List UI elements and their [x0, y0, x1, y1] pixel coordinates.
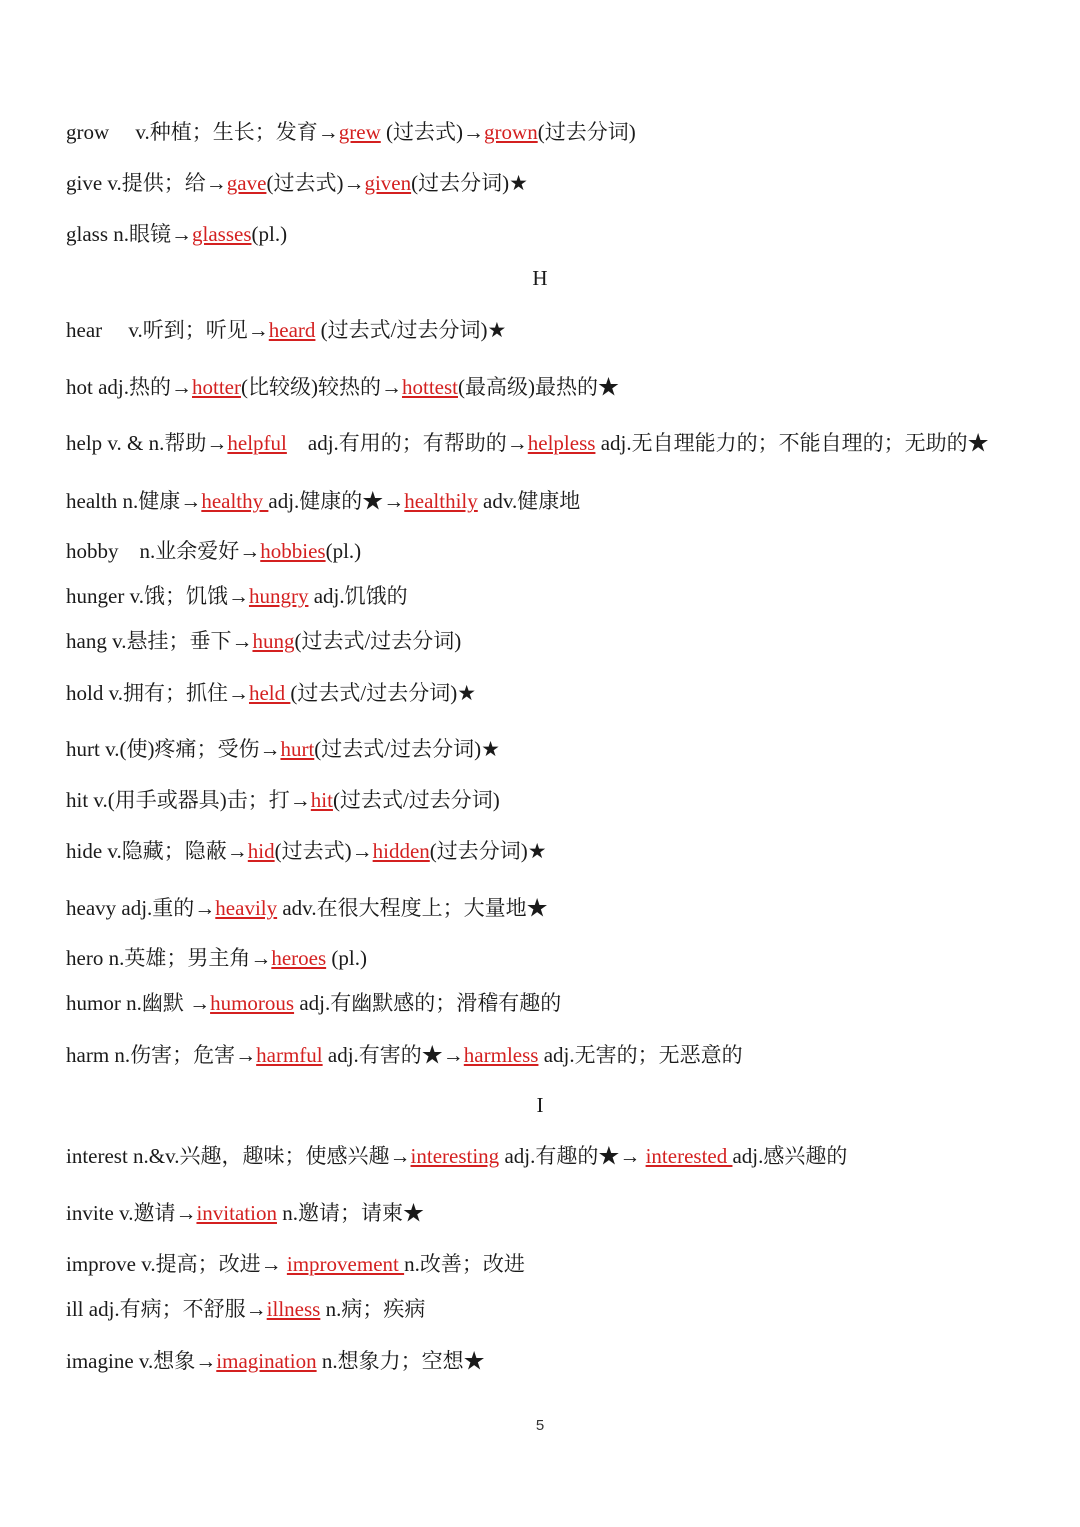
vocab-entry-hobby [66, 536, 1040, 566]
word-form-answer: hidden [372, 839, 430, 863]
word-form-answer: imagination [216, 1349, 317, 1373]
entry-text: adj.无自理能力的；不能自理的；无助的★ [595, 431, 989, 455]
entry-text: invite v.邀请→ [66, 1201, 197, 1225]
entry-text: adv.健康地 [477, 489, 581, 513]
word-form-answer: invitation [196, 1201, 277, 1225]
entry-text: n.病；疾病 [320, 1297, 426, 1321]
vocab-entry-interest [66, 1141, 1040, 1171]
entry-text: hero n.英雄；男主角→ [66, 946, 272, 970]
word-form-answer: held [248, 681, 291, 705]
word-form-answer: hobbies [260, 539, 326, 563]
entry-text: adj.感兴趣的 [732, 1144, 848, 1168]
word-form-answer: hit [310, 788, 333, 812]
entry-text: (最高级)最热的★ [457, 375, 619, 399]
entry-text: adj.有害的★→ [322, 1043, 464, 1067]
entry-text: (pl.) [325, 539, 362, 563]
entry-text: (过去式/过去分词) [294, 629, 462, 653]
entry-text: (pl.) [251, 222, 288, 246]
word-form-answer: harmless [463, 1043, 539, 1067]
entry-text: (过去式)→ [266, 171, 365, 195]
entry-text: adj.有幽默感的；滑稽有趣的 [294, 991, 562, 1015]
entry-text: hold v.拥有；抓住→ [66, 681, 249, 705]
word-form-answer: hungry [248, 584, 309, 608]
entry-text: adj.饥饿的 [308, 584, 408, 608]
vocab-entry-invite [66, 1198, 1040, 1228]
entry-text: glass n.眼镜→ [66, 222, 192, 246]
entry-text: (过去分词) [537, 120, 636, 144]
word-form-answer: hid [247, 839, 275, 863]
word-form-answer: improvement [286, 1252, 405, 1276]
entry-text: adj.有趣的★→ [499, 1144, 646, 1168]
entry-text: n.想象力；空想★ [316, 1349, 485, 1373]
entry-text: (pl.) [326, 946, 367, 970]
word-form-answer: hung [252, 629, 295, 653]
entry-text: give v.提供；给→ [66, 171, 227, 195]
vocab-entry-give [66, 168, 1040, 198]
entry-text: hear v.听到；听见→ [66, 318, 269, 342]
entry-text: hurt v.(使)疼痛；受伤→ [66, 737, 281, 761]
word-form-answer: heavily [215, 896, 278, 920]
entry-text: grow v.种植；生长；发育→ [66, 120, 339, 144]
word-form-answer: interesting [410, 1144, 500, 1168]
entry-text: (过去式/过去分词) [332, 788, 500, 812]
entry-text: adj.有用的；有帮助的→ [286, 431, 528, 455]
entry-text: hang v.悬挂；垂下→ [66, 629, 253, 653]
vocab-entry-humor [66, 988, 1040, 1018]
word-form-answer: humorous [210, 991, 295, 1015]
vocab-entry-hurt [66, 734, 1040, 764]
entry-text: n.邀请；请柬★ [276, 1201, 424, 1225]
word-form-answer: healthily [404, 489, 478, 513]
vocab-entry-hear [66, 315, 1040, 345]
word-form-answer: helpless [527, 431, 596, 455]
entry-text: hot adj.热的→ [66, 375, 192, 399]
entry-text: hunger v.饿；饥饿→ [66, 584, 249, 608]
entry-text: (比较级)较热的→ [240, 375, 402, 399]
entry-text: adj.健康的★→ [268, 489, 405, 513]
word-form-answer: hottest [401, 375, 458, 399]
word-form-answer: given [364, 171, 412, 195]
vocab-entry-hide [66, 836, 1040, 866]
word-form-answer: glasses [192, 222, 252, 246]
entry-text: (过去式)→ [274, 839, 373, 863]
vocab-entry-grow [66, 117, 1040, 147]
entry-text: improve v.提高；改进→ [66, 1252, 287, 1276]
vocab-entry-health [66, 486, 1040, 516]
vocab-entry-hit [66, 785, 1040, 815]
vocab-entry-imagine [66, 1346, 1040, 1376]
word-form-answer: harmful [256, 1043, 323, 1067]
word-form-answer: helpful [227, 431, 287, 455]
word-form-answer: hotter [192, 375, 241, 399]
entry-text: (过去式)→ [380, 120, 485, 144]
entry-text: health n.健康→ [66, 489, 202, 513]
vocab-entry-ill [66, 1294, 1040, 1324]
vocab-entry-hero [66, 943, 1040, 973]
entry-text: interest n.&v.兴趣，趣味；使感兴趣→ [66, 1144, 411, 1168]
section-heading-i: I [536, 1093, 544, 1117]
word-form-answer: grew [338, 120, 381, 144]
vocab-entry-hunger [66, 581, 1040, 611]
entry-text: harm n.伤害；危害→ [66, 1043, 257, 1067]
entry-text: humor n.幽默 → [66, 991, 211, 1015]
vocab-entry-hot [66, 372, 1040, 402]
entry-text: adj.无害的；无恶意的 [538, 1043, 743, 1067]
vocab-entry-glass [66, 219, 1040, 249]
vocab-entry-harm [66, 1040, 1040, 1070]
entry-text: hide v.隐藏；隐蔽→ [66, 839, 248, 863]
word-form-answer: gave [226, 171, 267, 195]
entry-text: hobby n.业余爱好→ [66, 539, 261, 563]
entry-text: ill adj.有病；不舒服→ [66, 1297, 267, 1321]
vocab-entry-help [66, 428, 1040, 458]
entry-text: (过去式/过去分词)★ [290, 681, 477, 705]
word-form-answer: grown [484, 120, 538, 144]
vocab-entry-improve [66, 1249, 1040, 1279]
section-heading-h: H [532, 266, 548, 290]
entry-text: adv.在很大程度上；大量地★ [277, 896, 548, 920]
word-form-answer: hurt [280, 737, 315, 761]
entry-text: help v. & n.帮助→ [66, 431, 228, 455]
word-form-answer: heard [268, 318, 316, 342]
entry-text: (过去式/过去分词)★ [314, 737, 500, 761]
word-form-answer: healthy [201, 489, 269, 513]
entry-text: n.改善；改进 [404, 1252, 525, 1276]
word-form-answer: interested [645, 1144, 733, 1168]
entry-text: (过去式/过去分词)★ [315, 318, 507, 342]
word-form-answer: heroes [271, 946, 327, 970]
page-number: 5 [535, 1417, 545, 1434]
entry-text: (过去分词)★ [411, 171, 528, 195]
vocab-entry-heavy [66, 893, 1040, 923]
word-form-answer: illness [266, 1297, 321, 1321]
entry-text: (过去分词)★ [429, 839, 547, 863]
entry-text: heavy adj.重的→ [66, 896, 216, 920]
vocab-entry-hold [66, 678, 1040, 708]
entry-text: hit v.(用手或器具)击；打→ [66, 788, 311, 812]
entry-text: imagine v.想象→ [66, 1349, 217, 1373]
vocab-entry-hang [66, 626, 1040, 656]
